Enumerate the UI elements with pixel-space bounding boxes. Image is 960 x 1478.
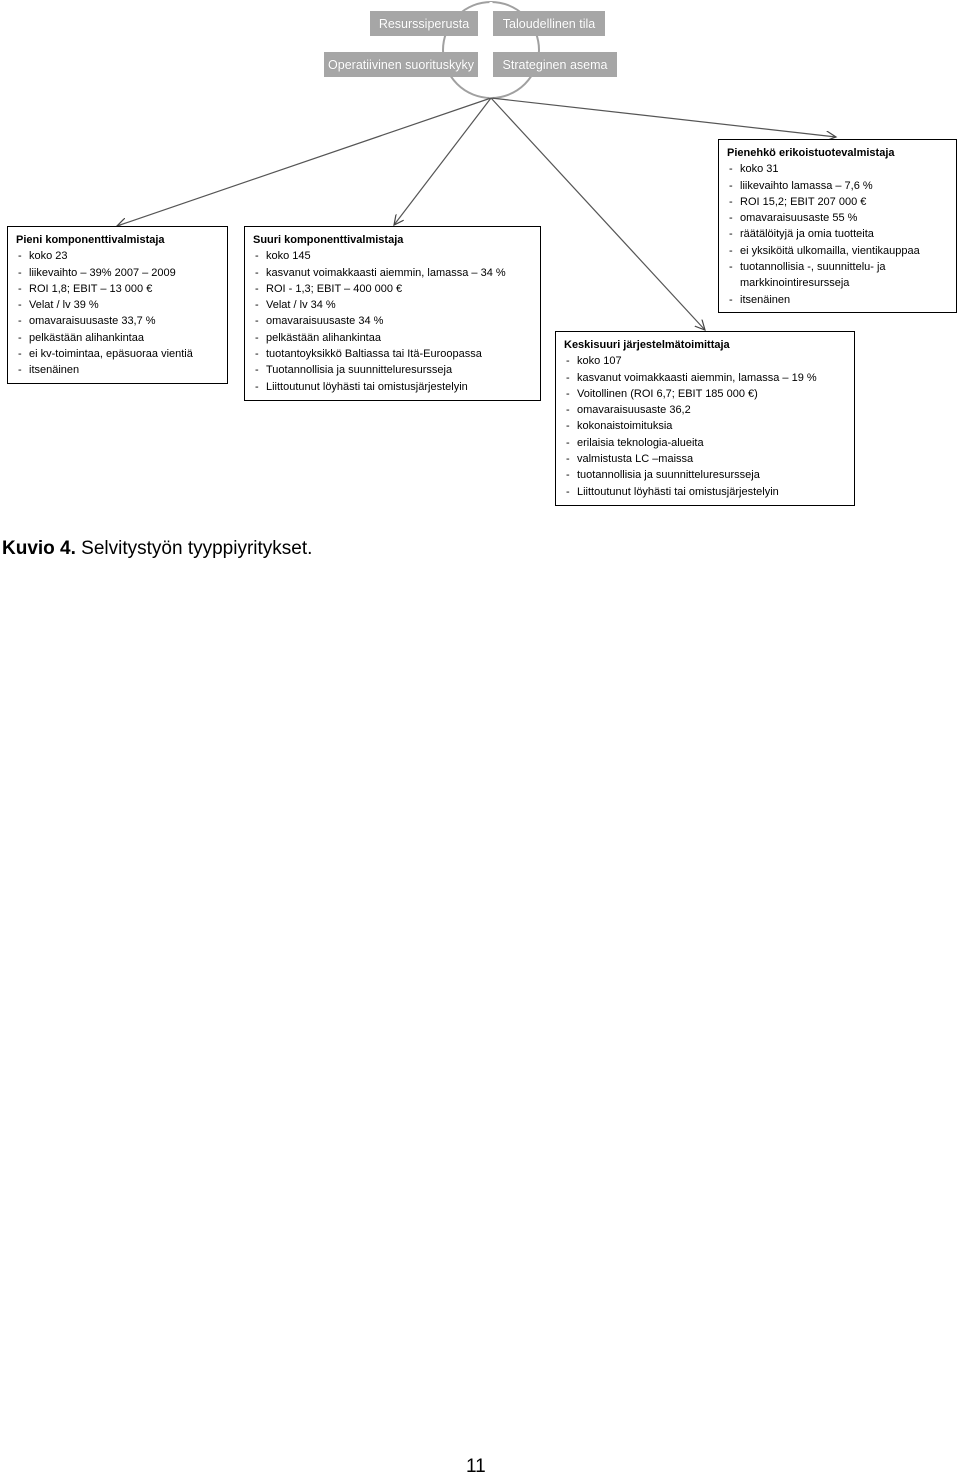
list-item: - räätälöityjä ja omia tuotteita <box>727 226 948 242</box>
list-item: - koko 107 <box>564 353 846 369</box>
list-item: - Liittoutunut löyhästi tai omistusjärjestelyin <box>253 379 532 395</box>
quadrant-strateginen-asema: Strateginen asema <box>493 52 617 77</box>
box-pienehko-erikoistuotevalmistaja <box>718 139 957 313</box>
list-item: - Velat / lv 39 % <box>16 297 219 313</box>
quadrant-resurssiperusta: Resurssiperusta <box>370 11 478 36</box>
list-item: - Liittoutunut löyhästi tai omistusjärjestelyin <box>564 484 846 500</box>
page-number: 11 <box>466 1456 486 1477</box>
box-keskisuuri-jarjestelmatoimittaja <box>555 331 855 506</box>
list-item: - pelkästään alihankintaa <box>253 330 532 346</box>
list-item: - itsenäinen <box>16 362 219 378</box>
list-item: - liikevaihto lamassa – 7,6 % <box>727 178 948 194</box>
arrow-to-pieni <box>117 98 491 226</box>
box-list <box>564 353 846 500</box>
list-item: - valmistusta LC –maissa <box>564 451 846 467</box>
quadrant-taloudellinen-tila: Taloudellinen tila <box>493 11 605 36</box>
list-item: - omavaraisuusaste 36,2 <box>564 402 846 418</box>
list-item: - ei yksiköitä ulkomailla, vientikauppaa <box>727 243 948 259</box>
list-item: - omavaraisuusaste 34 % <box>253 313 532 329</box>
list-item: - tuotantoyksikkö Baltiassa tai Itä-Euroopassa <box>253 346 532 362</box>
list-item: - koko 31 <box>727 161 948 177</box>
list-item: - omavaraisuusaste 33,7 % <box>16 313 219 329</box>
caption-label: Kuvio 4. <box>2 538 76 559</box>
list-item: - ROI 15,2; EBIT 207 000 € <box>727 194 948 210</box>
list-item: - kasvanut voimakkaasti aiemmin, lamassa – 19 % <box>564 370 846 386</box>
list-item: - Tuotannollisia ja suunnitteluresursseja <box>253 362 532 378</box>
list-item: - ROI - 1,3; EBIT – 400 000 € <box>253 281 532 297</box>
box-suuri-komponenttivalmistaja <box>244 226 541 401</box>
box-title: Pienehkö erikoistuotevalmistaja <box>727 147 895 159</box>
box-list <box>727 161 948 308</box>
arrow-to-pienehko <box>491 98 836 137</box>
list-item: - koko 23 <box>16 248 219 264</box>
list-item: - omavaraisuusaste 55 % <box>727 210 948 226</box>
box-title: Keskisuuri järjestelmätoimittaja <box>564 339 730 351</box>
list-item: - kokonaistoimituksia <box>564 418 846 434</box>
list-item: - itsenäinen <box>727 292 948 308</box>
list-item: - koko 145 <box>253 248 532 264</box>
arrow-to-suuri <box>394 98 491 225</box>
list-item: - Velat / lv 34 % <box>253 297 532 313</box>
list-item: - liikevaihto – 39% 2007 – 2009 <box>16 265 219 281</box>
list-item: - tuotannollisia -, suunnittelu- ja <box>727 259 948 275</box>
list-item: - erilaisia teknologia-alueita <box>564 435 846 451</box>
box-title: Suuri komponenttivalmistaja <box>253 234 404 246</box>
box-list <box>16 248 219 378</box>
box-pieni-komponenttivalmistaja <box>7 226 228 384</box>
box-list <box>253 248 532 395</box>
list-item: - tuotannollisia ja suunnitteluresursseja <box>564 467 846 483</box>
list-item: - pelkästään alihankintaa <box>16 330 219 346</box>
list-item: - ei kv-toimintaa, epäsuoraa vientiä <box>16 346 219 362</box>
list-item: - kasvanut voimakkaasti aiemmin, lamassa – 34 % <box>253 265 532 281</box>
list-item-continuation: markkinointiresursseja <box>740 277 850 290</box>
list-item: - ROI 1,8; EBIT – 13 000 € <box>16 281 219 297</box>
list-item: - Voitollinen (ROI 6,7; EBIT 185 000 €) <box>564 386 846 402</box>
figure-caption <box>2 538 312 560</box>
caption-text: Selvitystyön tyyppiyritykset. <box>75 538 313 559</box>
box-title: Pieni komponenttivalmistaja <box>16 234 165 246</box>
quadrant-operatiivinen-suorituskyky: Operatiivinen suorituskyky <box>324 52 478 77</box>
